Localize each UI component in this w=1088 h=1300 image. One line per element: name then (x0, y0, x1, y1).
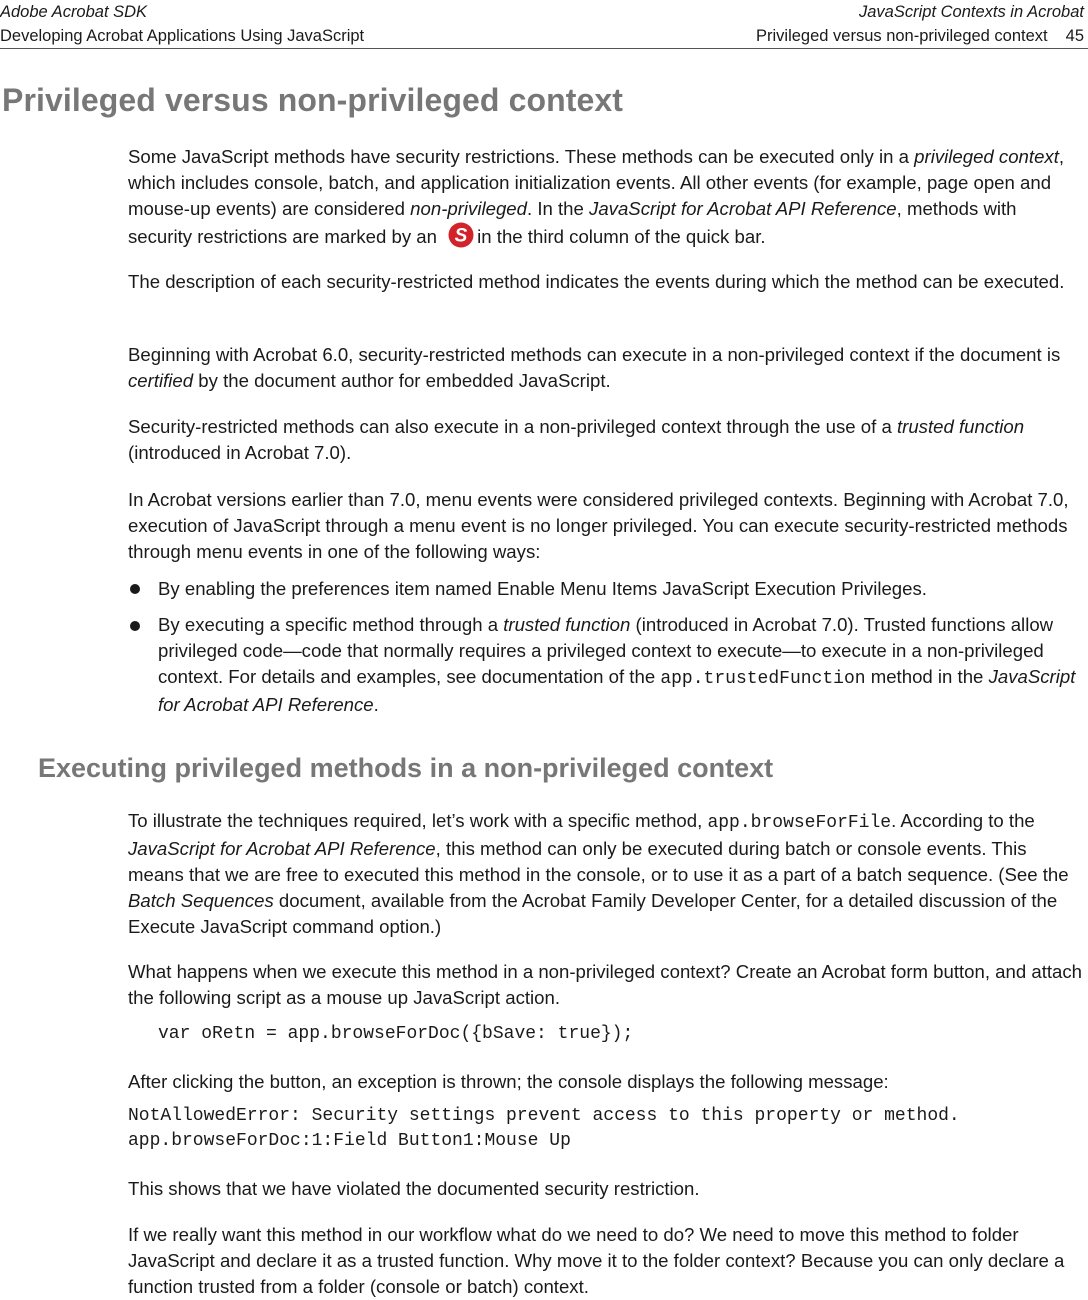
page-number: 45 (1065, 27, 1084, 45)
bullet-dot (130, 584, 140, 594)
paragraph-exception-thrown: After clicking the button, an exception is thrown; the console displays the following message: (128, 1071, 889, 1092)
reference-title: JavaScript for Acrobat API Reference (128, 838, 436, 859)
header-chapter-title: JavaScript Contexts in Acrobat (859, 3, 1084, 21)
list-item-trusted-function (158, 612, 1085, 718)
paragraph-method-description: The description of each security-restricted method indicates the events during which the method can be executed. (128, 271, 1065, 292)
paragraph-security-restrictions (128, 144, 1085, 250)
text-run: Security-restricted methods can also execute in a non-privileged context through the use of a (128, 416, 897, 437)
paragraph-illustrate-techniques (128, 808, 1085, 940)
text-run: Some JavaScript methods have security restrictions. These methods can be executed only in a (128, 146, 915, 167)
code-example-browsefordoc: var oRetn = app.browseForDoc({bSave: true}); (158, 1024, 634, 1044)
term-certified: certified (128, 370, 194, 391)
reference-title: JavaScript for Acrobat API Reference (589, 198, 897, 219)
text-run: . In the (526, 198, 590, 219)
reference-title: JavaScript for Acrobat API Reference (158, 666, 1076, 715)
text-run: . (373, 694, 379, 715)
header-section-title: Privileged versus non-privileged context (755, 27, 1048, 45)
security-restriction-icon (448, 222, 474, 248)
text-run: (introduced in Acrobat 7.0). (128, 442, 352, 463)
paragraph-violated-restriction: This shows that we have violated the documented security restriction. (128, 1178, 700, 1199)
text-run: (introduced in Acrobat 7.0). Trusted functions allow privileged code—code that normally requires a privileged context to execute—to execute in a non-privileged context. For details and examples, see documentation of the (158, 614, 1054, 687)
text-run: . According to the (891, 810, 1035, 831)
console-location-line: app.browseForDoc:1:Field Button1:Mouse Up (128, 1131, 571, 1151)
text-run: , this method can only be executed during batch or console events. This means that we are free to executed this method in the console, or to use it as a part of a batch sequence. (See the (128, 838, 1069, 885)
term-privileged-context: privileged context (914, 146, 1059, 167)
paragraph-what-happens: What happens when we execute this method in a non-privileged context? Create an Acrobat form button, and attach the following script as a mouse up JavaScript action. (128, 961, 1083, 1008)
paragraph-trusted-function (128, 414, 1085, 466)
console-error-line: NotAllowedError: Security settings prevent access to this property or method. (128, 1106, 960, 1126)
term-trusted-function: trusted function (896, 416, 1025, 437)
text-run: Beginning with Acrobat 6.0, security-restricted methods can execute in a non-privileged context if the document is (128, 344, 1061, 365)
text-run: document, available from the Acrobat Family Developer Center, for a detailed discussion of the Execute JavaScript command option.) (128, 890, 1058, 937)
text-run: , which includes console, batch, and application initialization events. All other events (for example, page open and mouse-up events) are considered (128, 146, 1065, 219)
header-section-line (756, 24, 1084, 48)
text-run: method in the (865, 666, 989, 687)
bullet-dot (130, 621, 140, 631)
text-run: by the document author for embedded JavaScript. (193, 370, 611, 391)
header-book-title: Adobe Acrobat SDK (0, 3, 148, 21)
term-trusted-function: trusted function (503, 614, 631, 635)
running-header-right (756, 0, 1084, 48)
running-header-left (0, 0, 364, 48)
text-run: , methods with security restrictions are marked by an (128, 198, 1017, 247)
svg-text:S: S (454, 225, 468, 247)
reference-batch-sequences: Batch Sequences (128, 890, 274, 911)
paragraph-folder-javascript: If we really want this method in our workflow what do we need to do? We need to move this method to folder JavaScript and declare it as a trusted function. Why move it to the folder context? Because you can only declare a function trusted from a folder (console or batch) context. (128, 1224, 1065, 1297)
paragraph-acrobat-6-certified (128, 342, 1085, 394)
section-heading-executing-privileged-methods: Executing privileged methods in a non-privileged context (38, 753, 774, 783)
section-heading-privileged-context: Privileged versus non-privileged context (2, 82, 624, 118)
header-divider (0, 48, 1088, 49)
list-item-enable-menu-items: By enabling the preferences item named Enable Menu Items JavaScript Execution Privileges. (158, 578, 927, 599)
paragraph-menu-events: In Acrobat versions earlier than 7.0, menu events were considered privileged contexts. Beginning with Acrobat 7.0, execution of JavaScript through a menu event is no longer privileged. You can execute security-restricted methods through menu events in one of the following ways: (128, 489, 1069, 562)
term-non-privileged: non-privileged (410, 198, 527, 219)
text-run: in the third column of the quick bar. (477, 226, 766, 247)
code-app-browseforfile: app.browseForFile (707, 813, 892, 833)
text-run: By executing a specific method through a (158, 614, 504, 635)
code-app-trustedfunction: app.trustedFunction (660, 669, 866, 689)
header-book-subtitle: Developing Acrobat Applications Using JavaScript (0, 27, 365, 45)
text-run: To illustrate the techniques required, let’s work with a specific method, (128, 810, 708, 831)
